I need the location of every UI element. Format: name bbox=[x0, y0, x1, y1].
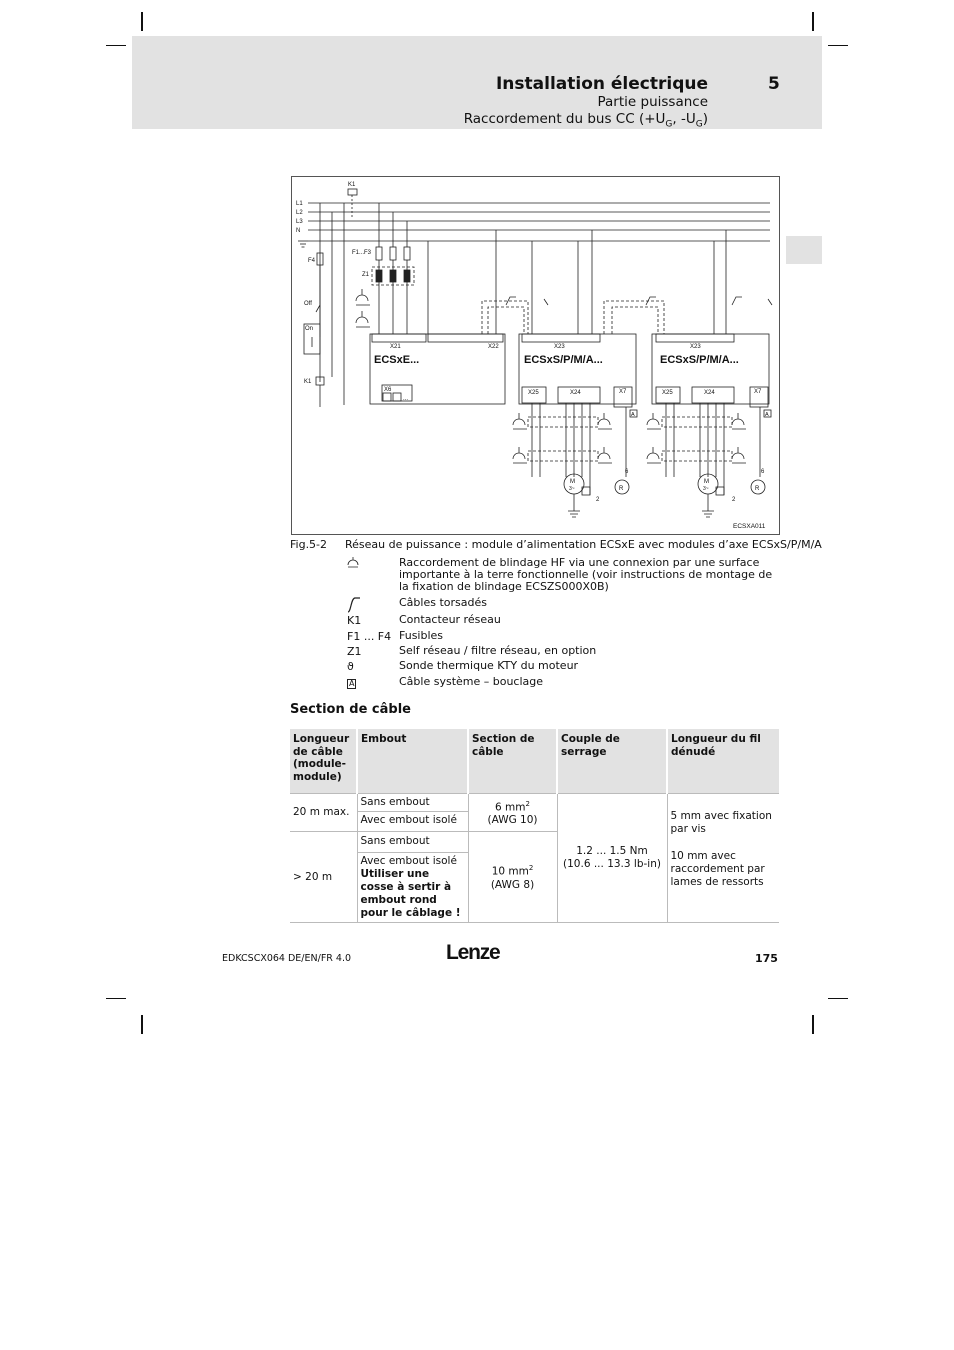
table-header: Longueur du fil dénudé bbox=[667, 729, 779, 794]
svg-text:2: 2 bbox=[596, 497, 600, 503]
svg-text:X22: X22 bbox=[488, 344, 499, 350]
svg-text:2: 2 bbox=[732, 497, 736, 503]
svg-text:K1: K1 bbox=[348, 182, 356, 188]
svg-text:X25: X25 bbox=[662, 390, 673, 396]
figure-label: Fig.5-2 bbox=[290, 538, 328, 551]
svg-text:X25: X25 bbox=[528, 390, 539, 396]
svg-text:Z1: Z1 bbox=[362, 272, 370, 278]
svg-text:X21: X21 bbox=[390, 344, 401, 350]
svg-text:L1: L1 bbox=[296, 201, 303, 207]
svg-text:X23: X23 bbox=[554, 344, 565, 350]
chapter-number: 5 bbox=[768, 74, 780, 94]
table-cell: Avec embout isolé Utiliser une cosse à sertir à embout rond pour le câblage ! bbox=[357, 853, 468, 923]
brand-logo: Lenze bbox=[446, 941, 500, 964]
svg-text:F4: F4 bbox=[308, 258, 316, 264]
svg-text:L3: L3 bbox=[296, 219, 303, 225]
system-cable-icon: A bbox=[349, 679, 355, 688]
crop-mark bbox=[812, 1015, 814, 1034]
svg-text:ECSxS/P/M/A...: ECSxS/P/M/A... bbox=[660, 354, 739, 366]
svg-text:On: On bbox=[305, 326, 314, 332]
svg-text:A: A bbox=[631, 412, 635, 418]
wiring-diagram bbox=[291, 176, 780, 535]
table-cell: 20 m max. bbox=[290, 794, 357, 832]
crop-mark bbox=[106, 998, 126, 999]
svg-text:M: M bbox=[570, 479, 575, 485]
section-title: Section de câble bbox=[290, 702, 411, 717]
table-cell: > 20 m bbox=[290, 832, 357, 923]
svg-text:X7: X7 bbox=[754, 389, 762, 395]
page-subtitle bbox=[464, 94, 708, 134]
svg-text:A: A bbox=[765, 412, 769, 418]
table-header: Couple de serrage bbox=[557, 729, 667, 794]
svg-text:ECSxS/P/M/A...: ECSxS/P/M/A... bbox=[524, 354, 603, 366]
table-cell: Sans embout bbox=[357, 832, 468, 853]
svg-text:ECSXA011: ECSXA011 bbox=[733, 523, 766, 530]
svg-text:R: R bbox=[619, 486, 624, 492]
shield-clamp-icon bbox=[347, 557, 397, 572]
crop-mark bbox=[141, 1015, 143, 1034]
table-cell: 1.2 ... 1.5 Nm (10.6 ... 13.3 lb-in) bbox=[557, 794, 667, 923]
svg-text:3~: 3~ bbox=[569, 486, 575, 492]
table-cell: 5 mm avec fixation par vis 10 mm avec raccordement par lames de ressorts bbox=[667, 794, 779, 923]
svg-text:M: M bbox=[704, 479, 709, 485]
table-header: Longueur de câble (module-module) bbox=[290, 729, 357, 794]
table-cell: 10 $mm^2$ (AWG 8) bbox=[468, 832, 557, 923]
svg-text:6: 6 bbox=[761, 469, 765, 475]
figure-caption: Réseau de puissance : module d’alimentation ECSxE avec modules d’axe ECSxS/P/M/A bbox=[345, 538, 822, 551]
svg-text:ECSxE...: ECSxE... bbox=[374, 354, 420, 366]
crop-mark bbox=[828, 998, 848, 999]
chapter-tab bbox=[786, 236, 822, 264]
table-cell: Avec embout isolé bbox=[357, 812, 468, 832]
svg-text:N: N bbox=[296, 228, 301, 234]
table-header-row bbox=[290, 729, 779, 794]
svg-text:3~: 3~ bbox=[703, 486, 709, 492]
table-header: Embout bbox=[357, 729, 468, 794]
svg-text:X6: X6 bbox=[384, 387, 392, 393]
svg-text:X24: X24 bbox=[570, 390, 581, 396]
crop-mark bbox=[812, 12, 814, 31]
crop-mark bbox=[828, 45, 848, 46]
svg-text:X7: X7 bbox=[619, 389, 627, 395]
svg-text:6: 6 bbox=[625, 469, 629, 475]
table-header: Section de câble bbox=[468, 729, 557, 794]
thermal-sensor-icon: ϑ bbox=[347, 660, 354, 673]
subtitle-line-1: Partie puissance bbox=[597, 94, 708, 110]
page-title: Installation électrique bbox=[495, 74, 708, 94]
cable-section-table bbox=[290, 729, 779, 923]
svg-text:X23: X23 bbox=[690, 344, 701, 350]
svg-text:Off: Off bbox=[304, 301, 312, 307]
page-header bbox=[132, 36, 822, 129]
svg-text:K1: K1 bbox=[304, 379, 312, 385]
wiring-diagram-svg bbox=[292, 177, 779, 534]
svg-text:L2: L2 bbox=[296, 210, 303, 216]
svg-text:F1...F3: F1...F3 bbox=[352, 250, 372, 256]
subtitle-line-2: Raccordement du bus CC ($+U_G$, $-U_G$) bbox=[463, 111, 708, 130]
table-cell: Sans embout bbox=[357, 794, 468, 812]
table-row bbox=[290, 794, 779, 812]
svg-text:R: R bbox=[755, 486, 760, 492]
document-id: EDKCSCX064 DE/EN/FR 4.0 bbox=[222, 953, 352, 964]
page-number: 175 bbox=[755, 952, 778, 965]
table-cell: 6 $mm^2$ (AWG 10) bbox=[468, 794, 557, 832]
crop-mark bbox=[141, 12, 143, 31]
svg-text:...: ... bbox=[403, 396, 409, 402]
svg-text:X24: X24 bbox=[704, 390, 715, 396]
crop-mark bbox=[106, 45, 126, 46]
